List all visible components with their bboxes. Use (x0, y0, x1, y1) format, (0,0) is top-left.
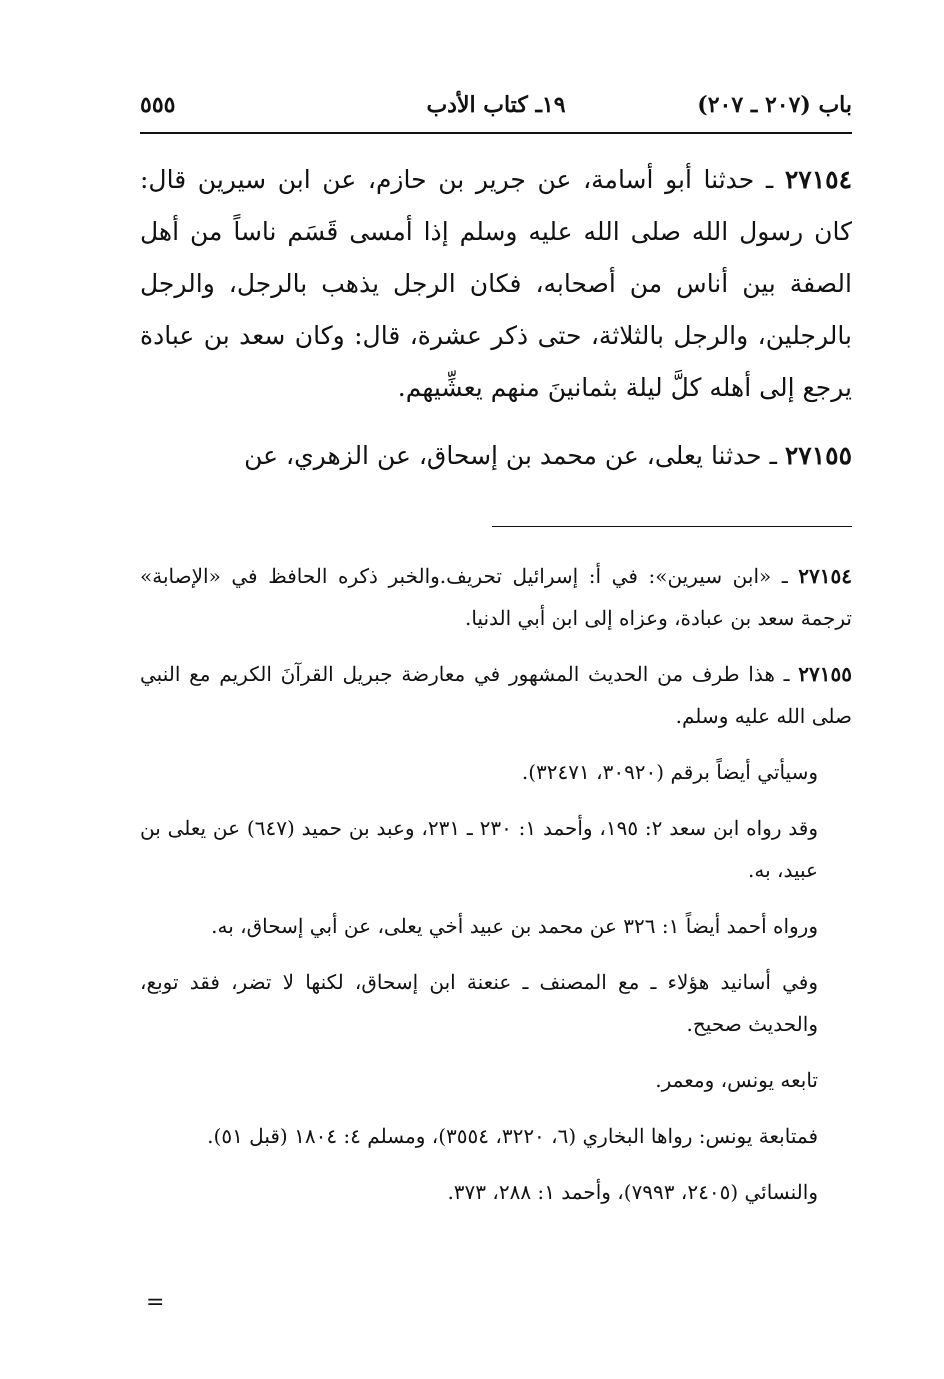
hadith-text: ـ حدثنا يعلى، عن محمد بن إسحاق، عن الزهري، عن (244, 441, 785, 470)
footnote-paragraph: تابعه يونس، ومعمر. (655, 1068, 818, 1092)
footnote-27154 (140, 555, 852, 639)
book-page (140, 80, 852, 1320)
page-header (140, 80, 852, 128)
hadith-number: ٢٧١٥٥ (784, 441, 852, 470)
hadith-27155 (140, 430, 852, 482)
hadith-27154 (140, 154, 852, 414)
footnote-27155 (140, 653, 852, 737)
footnote-paragraph: وقد رواه ابن سعد ٢: ١٩٥، وأحمد ١: ٢٣٠ ـ ٢٣١، وعبد بن حميد (٦٤٧) عن يعلى بن عبيد، به. (140, 816, 819, 882)
footnote-number: ٢٧١٥٥ (798, 662, 852, 686)
chapter-range: باب (٢٠٧ ـ ٢٠٧) (697, 92, 852, 118)
hadith-text: ـ حدثنا أبو أسامة، عن جرير بن حازم، عن ابن سيرين قال: كان رسول الله صلى الله عليه وسلم إذا أمسى قَسَم ناساً من أهل الصفة بين أناس من أصحابه، فكان الرجل يذهب بالرجل، والرجل بالرجلين، والرجل بالثلاثة، حتى ذكر عشرة، قال: وكان سعد بن عبادة يرجع إلى أهله كلَّ ليلة بثمانينَ منهم يعشِّيهم. (140, 165, 852, 402)
hadith-number: ٢٧١٥٤ (784, 165, 852, 194)
footnote-paragraph: فمتابعة يونس: رواها البخاري (٦، ٣٢٢٠، ٣٥٥٤)، ومسلم ٤: ١٨٠٤ (قبل ٥١). (207, 1124, 818, 1148)
footnote-separator (492, 526, 852, 527)
footnotes (140, 555, 852, 1213)
footnote-text: ـ «ابن سيرين»: في أ: إسرائيل تحريف.والخبر ذكره الحافظ في «الإصابة» ترجمة سعد بن عبادة، وعزاه إلى ابن أبي الدنيا. (140, 564, 852, 630)
book-title: ١٩ـ كتاب الأدب (426, 92, 566, 118)
footnote-number: ٢٧١٥٤ (798, 564, 852, 588)
footnote-paragraph: والنسائي (٢٤٠٥، ٧٩٩٣)، وأحمد ١: ٢٨٨، ٣٧٣. (447, 1180, 818, 1204)
footnote-paragraph: وفي أسانيد هؤلاء ـ مع المصنف ـ عنعنة ابن إسحاق، لكنها لا تضر، فقد توبع، والحديث صحيح. (140, 970, 818, 1036)
continuation-mark: = (146, 1290, 165, 1315)
main-text (140, 154, 852, 482)
footnote-paragraph: وسيأتي أيضاً برقم (٣٠٩٢٠، ٣٢٤٧١). (521, 760, 818, 784)
page-number: ٥٥٥ (140, 92, 176, 118)
footnote-text: ـ هذا طرف من الحديث المشهور في معارضة جبريل القرآنَ الكريم مع النبي صلى الله عليه وسلم. (140, 662, 852, 728)
footnote-paragraph: ورواه أحمد أيضاً ١: ٣٢٦ عن محمد بن عبيد أخي يعلى، عن أبي إسحاق، به. (211, 914, 818, 938)
header-rule (140, 132, 852, 134)
